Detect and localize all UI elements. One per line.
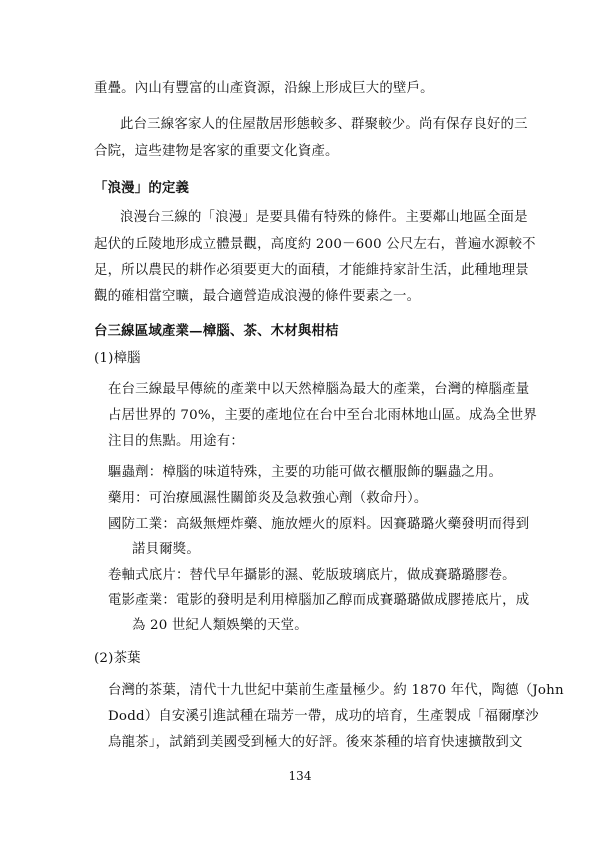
romance-paragraph-line: 起伏的丘陵地形成立體景觀，高度約 200－600 公尺左右，普遍水源較不: [94, 237, 536, 252]
romance-paragraph-line: 浪漫台三線的「浪漫」是要具備有特殊的條件。主要鄰山地區全面是: [120, 210, 528, 225]
camphor-use-item: 電影產業：電影的發明是利用樟腦加乙醇而成賽璐璐做成膠捲底片，成: [108, 593, 530, 608]
camphor-heading: (1)樟腦: [94, 351, 141, 366]
industry-heading: 台三線區域產業—樟腦、茶、木材與柑桔: [94, 323, 339, 339]
tea-paragraph-line: 烏龍茶」，試銷到美國受到極大的好評。後來茶種的培育快速擴散到文: [108, 735, 523, 750]
camphor-use-item: 驅蟲劑：樟腦的味道特殊，主要的功能可做衣櫃服飾的驅蟲之用。: [108, 465, 503, 480]
tea-paragraph-line: 台灣的茶葉，清代十九世紀中葉前生產量極少。約 1870 年代，陶德（John: [108, 683, 564, 698]
intro-line: 重疊。內山有豐富的山產資源，沿線上形成巨大的壁戶。: [94, 81, 434, 96]
hakka-paragraph-line: 此台三線客家人的住屋散居形態較多、群聚較少。尚有保存良好的三: [120, 117, 528, 132]
camphor-use-item: 國防工業：高級無煙炸藥、施放煙火的原料。因賽璐璐火藥發明而得到: [108, 517, 530, 532]
camphor-paragraph-line: 在台三線最早傳統的產業中以天然樟腦為最大的產業，台灣的樟腦產量: [108, 382, 530, 397]
page-number: 134: [288, 769, 312, 783]
camphor-use-item: 諾貝爾獎。: [132, 542, 200, 557]
romance-paragraph-line: 足，所以農民的耕作必須要更大的面積，才能維持家計生活，此種地理景: [94, 263, 529, 278]
tea-paragraph-line: Dodd）自安溪引進試種在瑞芳一帶，成功的培育，生產製成「福爾摩沙: [108, 709, 539, 724]
romance-heading: 「浪漫」的定義: [94, 180, 190, 196]
camphor-use-item: 藥用：可治療風濕性關節炎及急救強心劑（救命丹）。: [108, 491, 428, 506]
camphor-paragraph-line: 占居世界的 70%，主要的產地位在台中至台北雨林地山區。成為全世界: [108, 408, 537, 423]
camphor-use-item: 為 20 世紀人類娛樂的天堂。: [132, 618, 308, 633]
camphor-use-item: 卷軸式底片：替代早年攝影的濕、乾版玻璃底片，做成賽璐璐膠卷。: [108, 568, 516, 583]
romance-paragraph-line: 觀的確相當空曠，最合適營造成浪漫的條件要素之一。: [94, 289, 421, 304]
camphor-paragraph-line: 注目的焦點。用途有：: [108, 434, 244, 449]
hakka-paragraph-line: 合院，這些建物是客家的重要文化資產。: [94, 144, 339, 159]
tea-heading: (2)茶葉: [94, 651, 141, 666]
